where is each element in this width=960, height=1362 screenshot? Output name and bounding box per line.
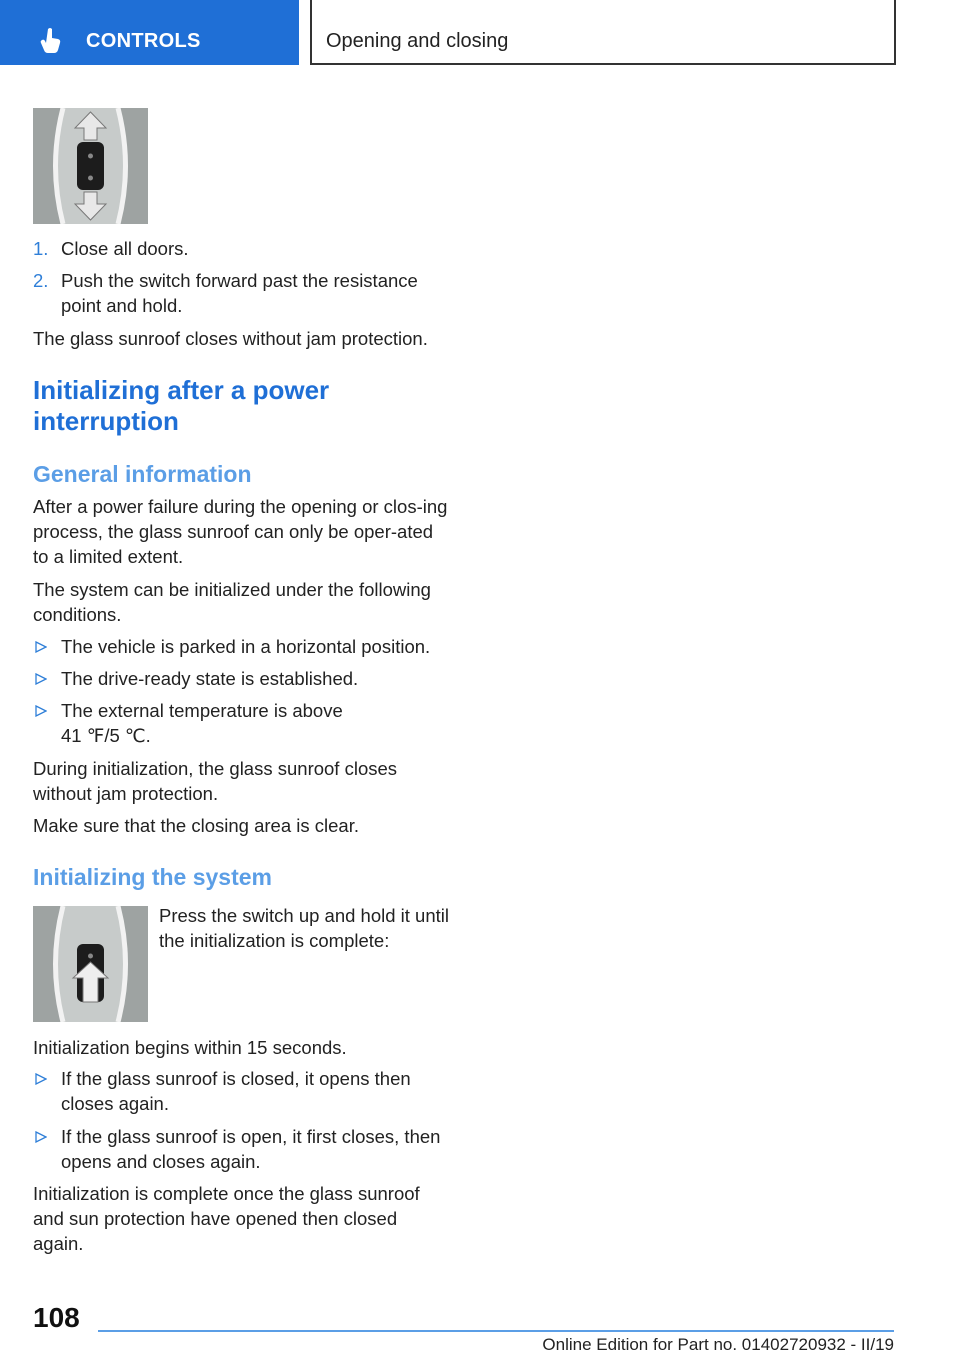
general-paragraph: After a power failure during the opening or clos-ing process, the glass sunroof can only be oper-ated to a limited extent. [33, 496, 448, 567]
result-paragraph: The glass sunroof closes without jam protection. [33, 328, 428, 349]
edition-text: Online Edition for Part no. 01402720932 - II/19 [542, 1335, 894, 1354]
hand-pointer-icon [38, 26, 66, 54]
step-number: 1. [33, 238, 49, 259]
complete-paragraph: Initialization is complete once the glass sunroof and sun protection have opened then closed again. [33, 1183, 420, 1254]
subheading-system: Initializing the system [33, 864, 272, 890]
section-heading: Initializing after a power interruption [33, 375, 330, 436]
sunroof-switch-up-image [33, 906, 148, 1022]
section-tab [0, 0, 299, 65]
page-number: 108 [33, 1302, 80, 1333]
conditions-intro: The system can be initialized under the following conditions. [33, 579, 431, 625]
triangle-bullet-icon [35, 1073, 47, 1085]
begins-paragraph: Initialization begins within 15 seconds. [33, 1037, 347, 1058]
sunroof-switch-image [33, 108, 148, 224]
outcome-item: If the glass sunroof is closed, it opens then closes again. [61, 1068, 411, 1114]
during-paragraph: During initialization, the glass sunroof closes without jam protection. [33, 758, 398, 804]
condition-item: The external temperature is above 41 ℉/5 ℃. [61, 700, 343, 746]
step-text: Push the switch forward past the resistance point and hold. [61, 270, 418, 316]
triangle-bullet-icon [35, 705, 47, 717]
subheading-general: General information [33, 461, 252, 487]
page-title: Opening and closing [326, 30, 509, 52]
step-text: Close all doors. [61, 238, 189, 259]
step-number: 2. [33, 270, 49, 291]
triangle-bullet-icon [35, 673, 47, 685]
clear-paragraph: Make sure that the closing area is clear. [33, 815, 359, 836]
triangle-bullet-icon [35, 641, 47, 653]
condition-item: The vehicle is parked in a horizontal position. [61, 636, 431, 657]
condition-item: The drive-ready state is established. [61, 668, 359, 689]
triangle-bullet-icon [35, 1131, 47, 1143]
press-paragraph: Press the switch up and hold it until the initialization is complete: [159, 905, 449, 951]
footer-rule [98, 1330, 894, 1332]
outcome-item: If the glass sunroof is open, it first closes, then opens and closes again. [61, 1126, 441, 1172]
section-label: CONTROLS [86, 30, 201, 52]
